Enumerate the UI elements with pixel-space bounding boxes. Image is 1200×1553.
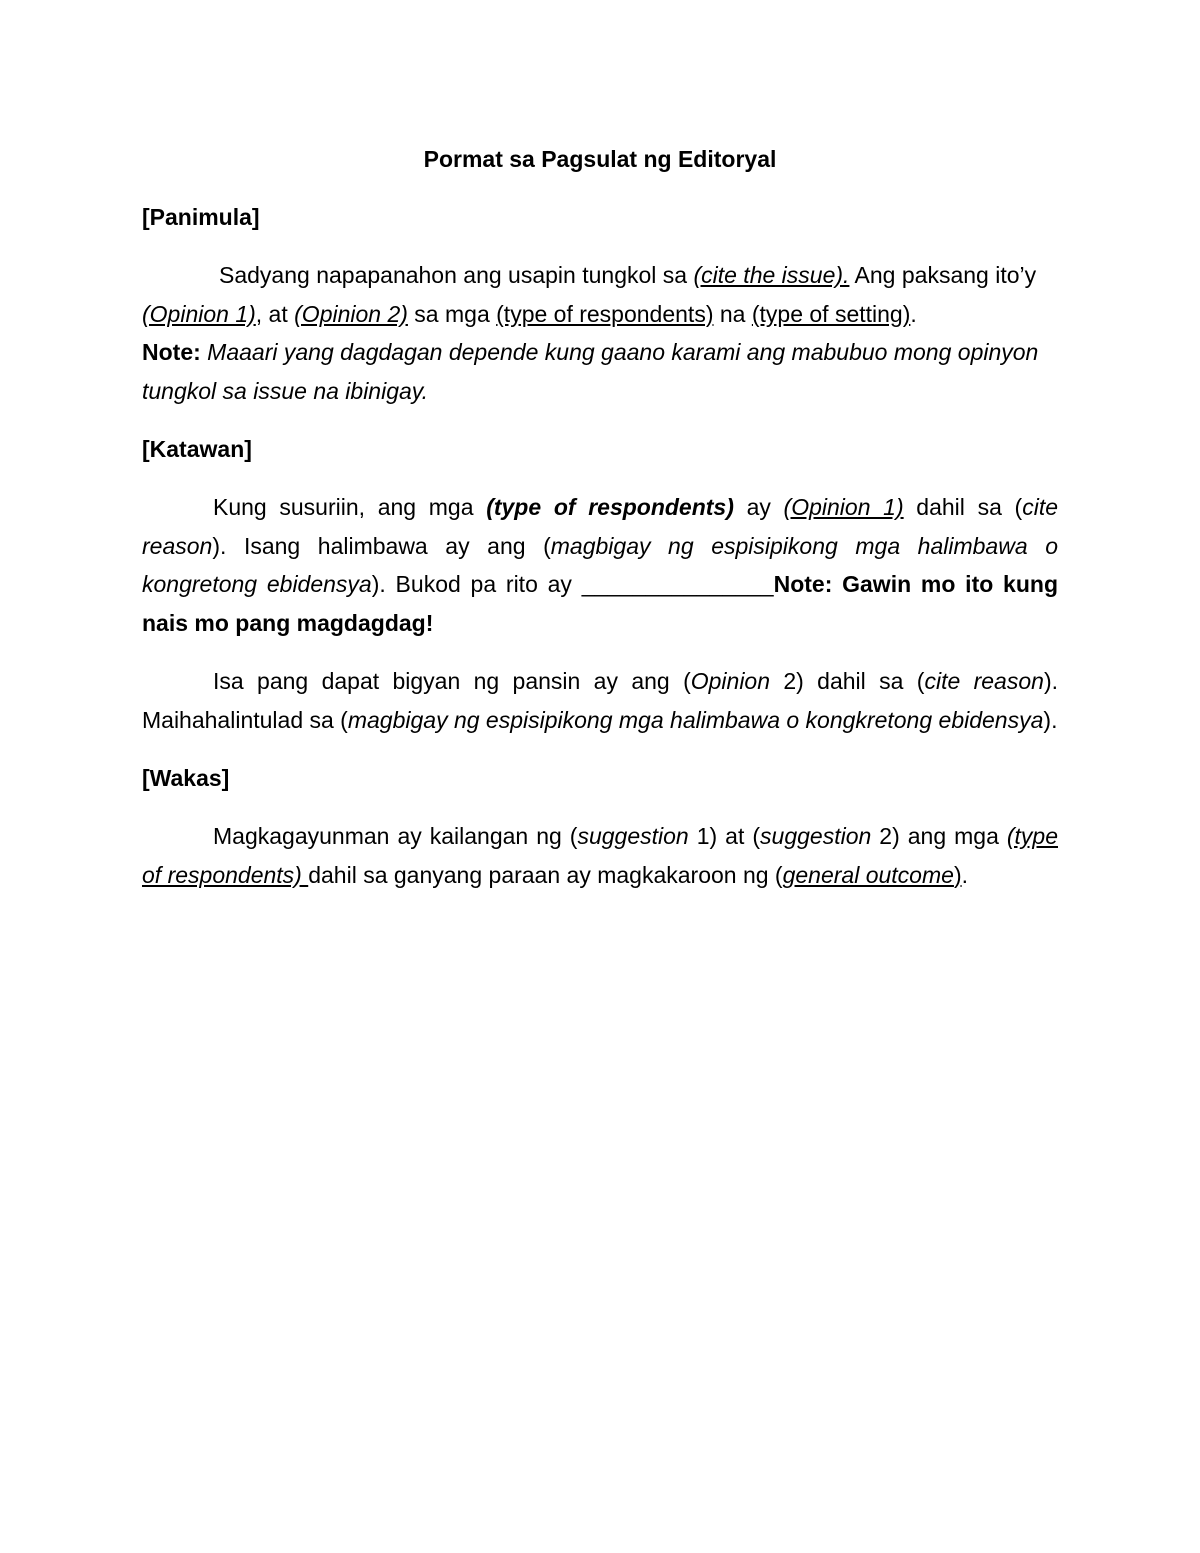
text-run: ).	[1043, 706, 1058, 733]
note-label: Note:	[142, 339, 201, 365]
text-run: .	[910, 300, 917, 327]
note-text: Maaari yang dagdagan depende kung gaano karami ang mabubuo mong opinyon tungkol sa issue na ibinigay.	[142, 339, 1039, 404]
section-heading-panimula: [Panimula]	[142, 204, 260, 230]
placeholder-opinion-1: (Opinion 1)	[142, 300, 256, 327]
placeholder-cite-reason: cite reason	[142, 494, 1059, 559]
text-run: ay	[733, 494, 784, 520]
text-run: Isa pang dapat bigyan ng pansin ay ang (	[213, 668, 691, 694]
placeholder-type-of-setting: (type of setting)	[751, 300, 911, 327]
placeholder-type-of-respondents: (type of respondents)	[496, 300, 714, 327]
text-run: Sadyang napapanahon ang usapin tungkol sa	[219, 262, 694, 288]
text-run: 2) ang mga	[871, 823, 1007, 849]
text-run: Ang paksang ito’y	[849, 262, 1037, 288]
placeholder-suggestion-1: suggestion	[577, 823, 689, 849]
paragraph-panimula	[142, 256, 1058, 410]
paragraph-katawan-2	[142, 662, 1058, 739]
paragraph-katawan-1	[142, 488, 1058, 642]
paragraph-wakas	[142, 817, 1058, 894]
placeholder-general-outcome: general outcome	[782, 861, 954, 888]
text-run: .	[961, 861, 968, 888]
placeholder-examples: magbigay ng espisipikong mga halimbawa o kongretong ebidensya	[142, 532, 1058, 597]
text-run: , at	[255, 300, 295, 327]
note-text: Note: Gawin mo ito kung nais mo pang magdagdag!	[142, 571, 1058, 636]
document-body	[142, 140, 1058, 914]
text-run: )	[953, 861, 962, 888]
placeholder-suggestion-2: suggestion	[760, 823, 872, 849]
placeholder-cite-issue: (cite the issue).	[693, 262, 850, 288]
placeholder-cite-reason: cite reason	[924, 668, 1044, 694]
text-run: ). Isang halimbawa ay ang (	[212, 532, 551, 559]
placeholder-opinion-1: (Opinion 1)	[783, 494, 904, 520]
text-run: dahil sa ganyang paraan ay magkakaroon ng (	[308, 861, 783, 888]
text-run: Kung susuriin, ang mga	[213, 494, 487, 520]
text-run: ). Maihahalintulad sa (	[142, 668, 1058, 733]
text-run: 2) dahil sa (	[770, 668, 925, 694]
placeholder-opinion-2: (Opinion 2)	[294, 300, 408, 327]
page-title: Pormat sa Pagsulat ng Editoryal	[423, 146, 777, 172]
text-run: na	[713, 300, 752, 327]
placeholder-type-of-respondents: (type of respondents)	[142, 823, 1058, 888]
text-run: 1) at (	[688, 823, 761, 849]
section-heading-wakas: [Wakas]	[142, 765, 230, 791]
text-run: dahil sa (	[903, 494, 1023, 520]
placeholder-examples: magbigay ng espisipikong mga halimbawa o kongkretong ebidensya	[347, 706, 1044, 733]
text-run: ). Bukod pa rito ay _______________	[371, 571, 774, 597]
section-heading-katawan: [Katawan]	[142, 436, 252, 462]
placeholder-opinion: Opinion	[690, 668, 771, 694]
placeholder-type-of-respondents: (type of respondents)	[486, 494, 734, 520]
text-run: Magkagayunman ay kailangan ng (	[213, 823, 578, 849]
text-run: sa mga	[407, 300, 497, 327]
